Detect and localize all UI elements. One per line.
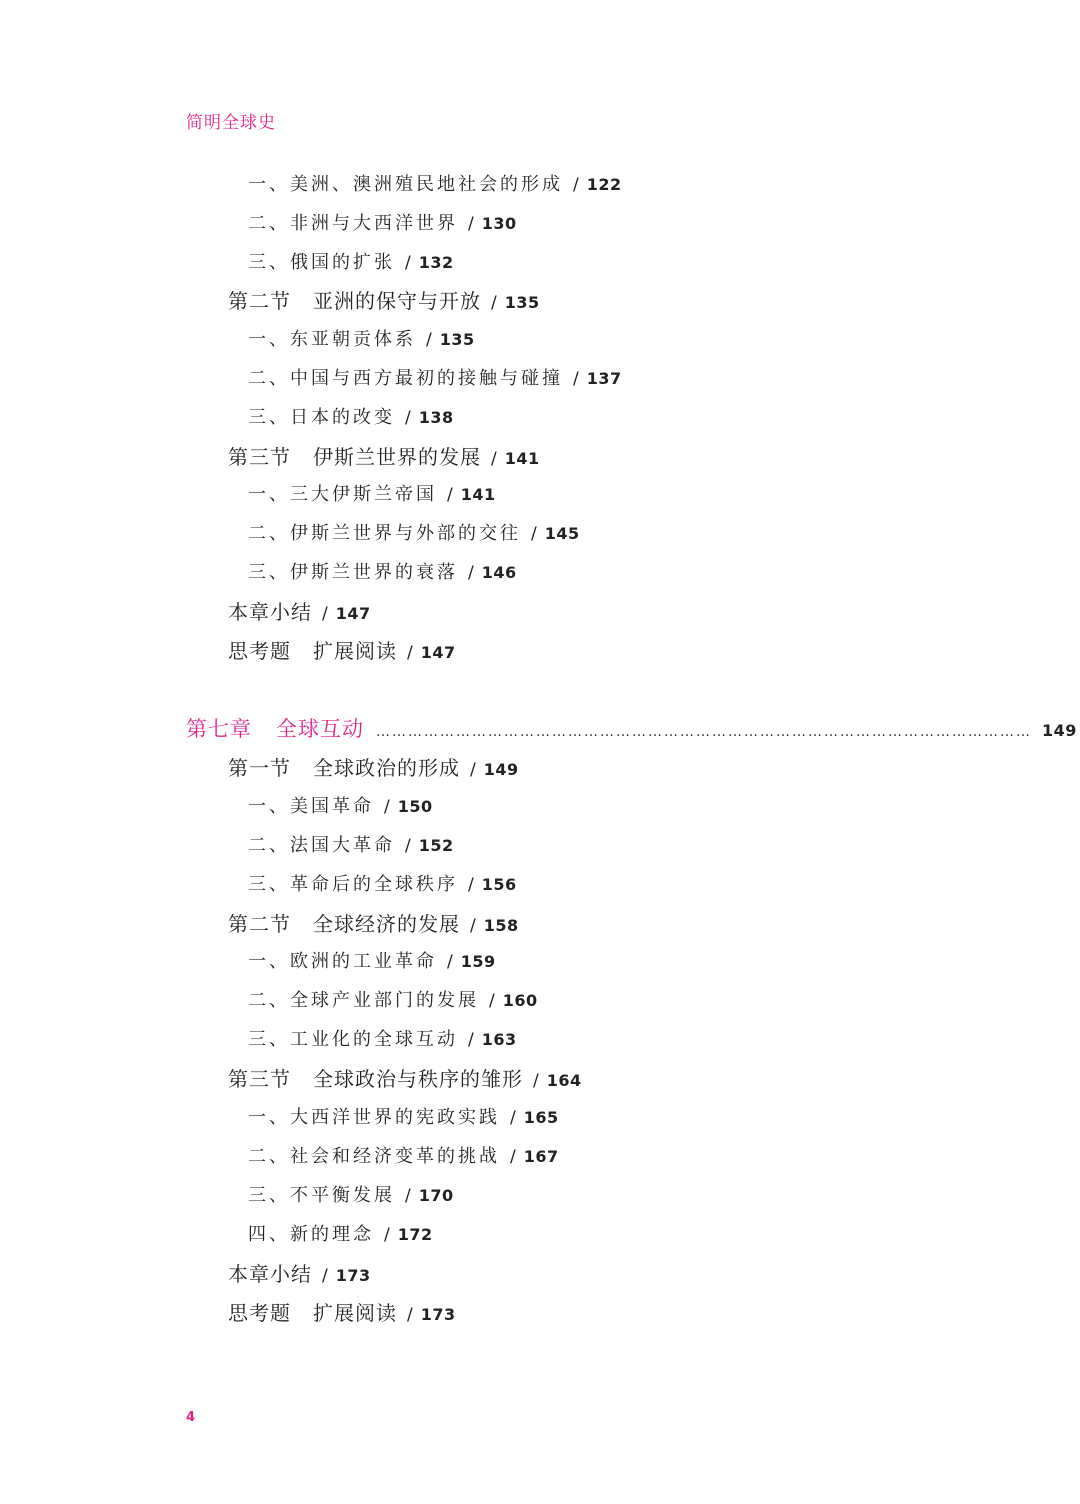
toc-page-number: 135 xyxy=(504,293,540,312)
toc-chapter-summary[interactable]: 本章小结 / 147 xyxy=(228,600,371,624)
toc-item-label: 四、新的理念 xyxy=(248,1224,374,1245)
toc-item-label: 三、俄国的扩张 xyxy=(248,252,395,273)
toc-chapter-summary[interactable]: 本章小结 / 173 xyxy=(228,1262,371,1286)
toc-item[interactable]: 二、中国与西方最初的接触与碰撞 / 137 xyxy=(248,368,622,389)
toc-page-number: 164 xyxy=(546,1071,582,1090)
toc-item[interactable]: 一、欧洲的工业革命 / 159 xyxy=(248,951,496,972)
toc-item-label: 一、东亚朝贡体系 xyxy=(248,329,416,350)
toc-page-number: 163 xyxy=(481,1030,517,1049)
toc-page-number: 170 xyxy=(418,1186,454,1205)
toc-item-label: 二、伊斯兰世界与外部的交往 xyxy=(248,523,521,544)
toc-reading-label: 扩展阅读 xyxy=(313,1301,397,1325)
toc-section-title: 全球政治与秩序的雏形 xyxy=(313,1067,523,1091)
toc-questions-label: 思考题 xyxy=(228,639,291,663)
toc-item[interactable]: 三、日本的改变 / 138 xyxy=(248,407,454,428)
toc-item[interactable]: 一、美洲、澳洲殖民地社会的形成 / 122 xyxy=(248,174,622,195)
toc-page-number: 149 xyxy=(1042,721,1077,740)
toc-section-title: 亚洲的保守与开放 xyxy=(313,289,481,313)
toc-page-number: 141 xyxy=(460,485,496,504)
toc-item-label: 二、社会和经济变革的挑战 xyxy=(248,1146,500,1167)
toc-chapter-title: 全球互动 xyxy=(276,717,364,741)
toc-item-label: 三、革命后的全球秩序 xyxy=(248,874,458,895)
toc-item[interactable]: 二、全球产业部门的发展 / 160 xyxy=(248,990,538,1011)
toc-page-number: 132 xyxy=(418,253,454,272)
toc-item[interactable]: 二、伊斯兰世界与外部的交往 / 145 xyxy=(248,523,580,544)
toc-section-title: 全球经济的发展 xyxy=(313,912,460,936)
toc-item-label: 二、全球产业部门的发展 xyxy=(248,990,479,1011)
toc-section-number: 第三节 xyxy=(228,1067,291,1091)
toc-item[interactable]: 一、东亚朝贡体系 / 135 xyxy=(248,329,475,350)
toc-page-number: 146 xyxy=(481,563,517,582)
toc-section[interactable]: 第三节 伊斯兰世界的发展 / 141 xyxy=(228,445,540,469)
toc-page-number: 149 xyxy=(483,760,519,779)
toc-item-label: 二、非洲与大西洋世界 xyxy=(248,213,458,234)
toc-further-reading[interactable]: 思考题 扩展阅读 / 173 xyxy=(228,1301,456,1325)
toc-page-number: 137 xyxy=(586,369,622,388)
toc-item[interactable]: 三、俄国的扩张 / 132 xyxy=(248,252,454,273)
dot-leader: …………………………………………………………………………………………………………… xyxy=(376,724,1032,740)
toc-page-number: 173 xyxy=(335,1266,371,1285)
running-head: 简明全球史 xyxy=(186,113,276,133)
toc-item[interactable]: 二、非洲与大西洋世界 / 130 xyxy=(248,213,517,234)
toc-page-number: 130 xyxy=(481,214,517,233)
toc-further-reading[interactable]: 思考题 扩展阅读 / 147 xyxy=(228,639,456,663)
toc-page-number: 165 xyxy=(523,1108,559,1127)
toc-page-number: 138 xyxy=(418,408,454,427)
toc-section-title: 全球政治的形成 xyxy=(313,756,460,780)
toc-page-number: 160 xyxy=(502,991,538,1010)
toc-page-number: 145 xyxy=(544,524,580,543)
toc-section[interactable]: 第二节 亚洲的保守与开放 / 135 xyxy=(228,289,540,313)
toc-item[interactable]: 一、大西洋世界的宪政实践 / 165 xyxy=(248,1107,559,1128)
toc-item-label: 一、美国革命 xyxy=(248,796,374,817)
toc-section[interactable]: 第三节 全球政治与秩序的雏形 / 164 xyxy=(228,1067,582,1091)
toc-item-label: 二、法国大革命 xyxy=(248,835,395,856)
toc-item[interactable]: 一、美国革命 / 150 xyxy=(248,796,433,817)
toc-questions-label: 思考题 xyxy=(228,1301,291,1325)
toc-page-number: 167 xyxy=(523,1147,559,1166)
toc-item[interactable]: 三、革命后的全球秩序 / 156 xyxy=(248,874,517,895)
toc-summary-label: 本章小结 xyxy=(228,600,312,624)
toc-page-number: 122 xyxy=(586,175,622,194)
toc-page-number: 147 xyxy=(335,604,371,623)
page-number: 4 xyxy=(186,1410,196,1425)
toc-item-label: 三、不平衡发展 xyxy=(248,1185,395,1206)
toc-item-label: 一、大西洋世界的宪政实践 xyxy=(248,1107,500,1128)
toc-item[interactable]: 一、三大伊斯兰帝国 / 141 xyxy=(248,484,496,505)
toc-item[interactable]: 三、工业化的全球互动 / 163 xyxy=(248,1029,517,1050)
toc-section-number: 第二节 xyxy=(228,912,291,936)
toc-section-number: 第一节 xyxy=(228,756,291,780)
toc-item[interactable]: 二、法国大革命 / 152 xyxy=(248,835,454,856)
toc-page-number: 141 xyxy=(504,449,540,468)
toc-page-number: 135 xyxy=(439,330,475,349)
toc-page-number: 150 xyxy=(397,797,433,816)
toc-section[interactable]: 第一节 全球政治的形成 / 149 xyxy=(228,756,519,780)
toc-item-label: 二、中国与西方最初的接触与碰撞 xyxy=(248,368,563,389)
toc-item-label: 一、欧洲的工业革命 xyxy=(248,951,437,972)
toc-item[interactable]: 三、不平衡发展 / 170 xyxy=(248,1185,454,1206)
toc-item-label: 三、日本的改变 xyxy=(248,407,395,428)
toc-item[interactable]: 四、新的理念 / 172 xyxy=(248,1224,433,1245)
toc-reading-label: 扩展阅读 xyxy=(313,639,397,663)
toc-chapter-number: 第七章 xyxy=(186,717,252,741)
toc-item-label: 一、美洲、澳洲殖民地社会的形成 xyxy=(248,174,563,195)
toc-page-number: 158 xyxy=(483,916,519,935)
toc-page-number: 172 xyxy=(397,1225,433,1244)
toc-page-number: 173 xyxy=(420,1305,456,1324)
toc-page-number: 156 xyxy=(481,875,517,894)
toc-item[interactable]: 二、社会和经济变革的挑战 / 167 xyxy=(248,1146,559,1167)
toc-item[interactable]: 三、伊斯兰世界的衰落 / 146 xyxy=(248,562,517,583)
toc-summary-label: 本章小结 xyxy=(228,1262,312,1286)
toc-page-number: 159 xyxy=(460,952,496,971)
toc-chapter[interactable] xyxy=(186,717,1077,741)
toc-section[interactable]: 第二节 全球经济的发展 / 158 xyxy=(228,912,519,936)
toc-page-number: 152 xyxy=(418,836,454,855)
toc-page-number: 147 xyxy=(420,643,456,662)
toc-item-label: 三、伊斯兰世界的衰落 xyxy=(248,562,458,583)
toc-section-number: 第三节 xyxy=(228,445,291,469)
toc-item-label: 一、三大伊斯兰帝国 xyxy=(248,484,437,505)
toc-section-number: 第二节 xyxy=(228,289,291,313)
toc-section-title: 伊斯兰世界的发展 xyxy=(313,445,481,469)
toc-item-label: 三、工业化的全球互动 xyxy=(248,1029,458,1050)
